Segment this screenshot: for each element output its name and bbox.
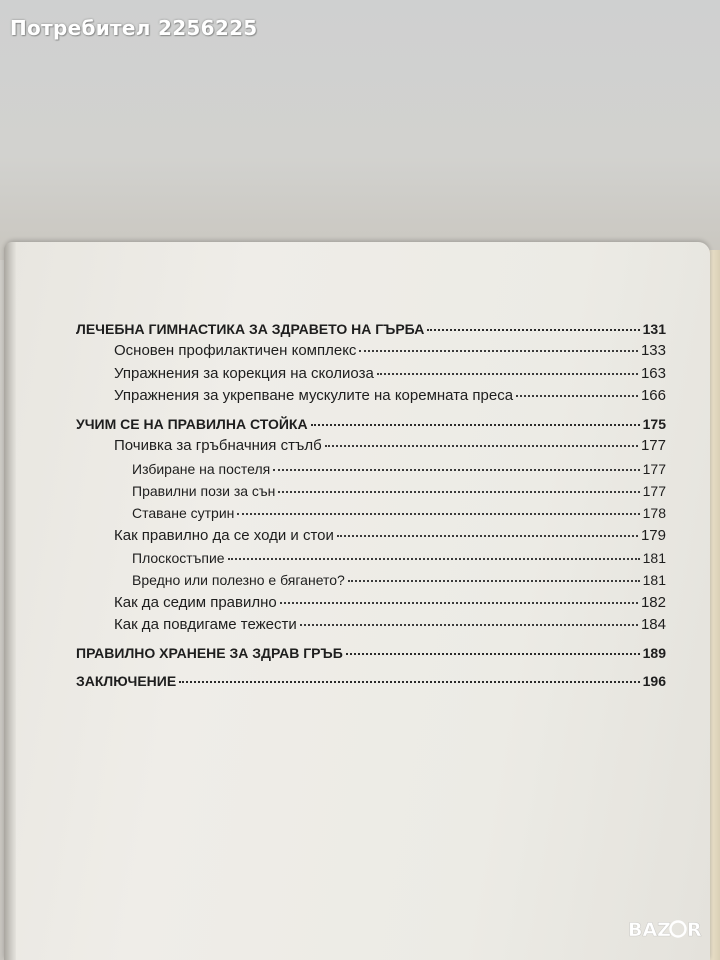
toc-entry: [76, 340, 666, 362]
toc-entry-page: 177: [642, 483, 666, 500]
toc-entry-page: 196: [642, 673, 666, 690]
toc-leader-dots: [311, 424, 640, 426]
toc-entry-title: Вредно или полезно е бягането?: [132, 572, 345, 589]
toc-entry: [76, 670, 666, 692]
toc-entry-title: Плоскостъпие: [132, 549, 225, 566]
user-watermark: Потребител 2256225: [10, 16, 258, 40]
toc-entry-page: 189: [642, 645, 666, 662]
toc-entry: [76, 614, 666, 636]
toc-entry-page: 178: [642, 505, 666, 522]
toc-leader-dots: [337, 535, 638, 537]
toc-leader-dots: [228, 558, 640, 560]
toc-entry-page: 163: [640, 364, 666, 382]
toc-entry: [76, 547, 666, 569]
toc-entry-title: ЛЕЧЕБНА ГИМНАСТИКА ЗА ЗДРАВЕТО НА ГЪРБА: [76, 321, 425, 337]
bazar-logo: [626, 916, 712, 942]
toc-entry-page: 177: [642, 460, 666, 477]
toc-entry: [76, 413, 666, 435]
book-spine: [4, 242, 16, 960]
toc-entry: [76, 592, 666, 614]
toc-leader-dots: [348, 580, 640, 582]
toc-entry-page: 179: [640, 526, 666, 544]
toc-entry-title: Правилни пози за сън: [132, 483, 276, 500]
toc-leader-dots: [427, 329, 639, 331]
toc-entry: [76, 318, 666, 340]
toc-entry-title: УЧИМ СЕ НА ПРАВИЛНА СТОЙКА: [76, 416, 308, 433]
svg-text:BAZ: BAZ: [628, 919, 671, 941]
toc-entry-page: 182: [640, 593, 666, 611]
toc-entry: [76, 435, 666, 457]
toc-entry: [76, 642, 666, 664]
toc-entry: [76, 525, 666, 547]
toc-entry: [76, 363, 666, 385]
toc-entry: [76, 569, 666, 591]
toc-entry-title: ЗАКЛЮЧЕНИЕ: [76, 673, 177, 690]
toc-entry-page: 166: [640, 386, 666, 404]
toc-entry-page: 131: [642, 321, 666, 337]
toc-leader-dots: [179, 681, 639, 683]
toc-leader-dots: [359, 350, 638, 352]
toc-leader-dots: [300, 624, 638, 626]
toc-entry-title: Упражнения за укрепване мускулите на коремната преса: [114, 386, 514, 404]
toc-entry-title: Основен профилактичен комплекс: [114, 342, 357, 360]
toc-entry-title: Как правилно да се ходи и стои: [114, 526, 334, 544]
toc-entry-page: 133: [640, 342, 666, 360]
toc-entry-page: 184: [640, 615, 666, 633]
toc-entry-title: Как да повдигаме тежести: [114, 615, 297, 633]
toc-entry-title: Как да седим правилно: [114, 593, 277, 611]
toc-entry-page: 181: [642, 572, 666, 589]
toc-leader-dots: [516, 395, 638, 397]
toc-leader-dots: [278, 491, 639, 493]
toc-entry-title: Избиране на постеля: [132, 460, 271, 477]
toc-entry-title: Почивка за гръбначния стълб: [114, 437, 322, 455]
toc-entry-page: 177: [640, 437, 666, 455]
toc-leader-dots: [273, 469, 639, 471]
toc-entry: [76, 480, 666, 502]
toc-entry: [76, 502, 666, 524]
toc-entry-page: 181: [642, 549, 666, 566]
toc-leader-dots: [237, 513, 639, 515]
table-of-contents: [76, 318, 666, 693]
toc-entry-title: Ставане сутрин: [132, 505, 235, 522]
toc-leader-dots: [346, 653, 640, 655]
toc-leader-dots: [377, 373, 638, 375]
toc-entry-title: ПРАВИЛНО ХРАНЕНЕ ЗА ЗДРАВ ГРЪБ: [76, 645, 343, 662]
toc-entry-title: Упражнения за корекция на сколиоза: [114, 364, 374, 382]
toc-entry: [76, 385, 666, 407]
svg-text:R: R: [687, 919, 702, 941]
toc-leader-dots: [280, 602, 638, 604]
toc-entry-page: 175: [642, 416, 666, 433]
toc-leader-dots: [325, 445, 638, 447]
toc-entry: [76, 458, 666, 480]
